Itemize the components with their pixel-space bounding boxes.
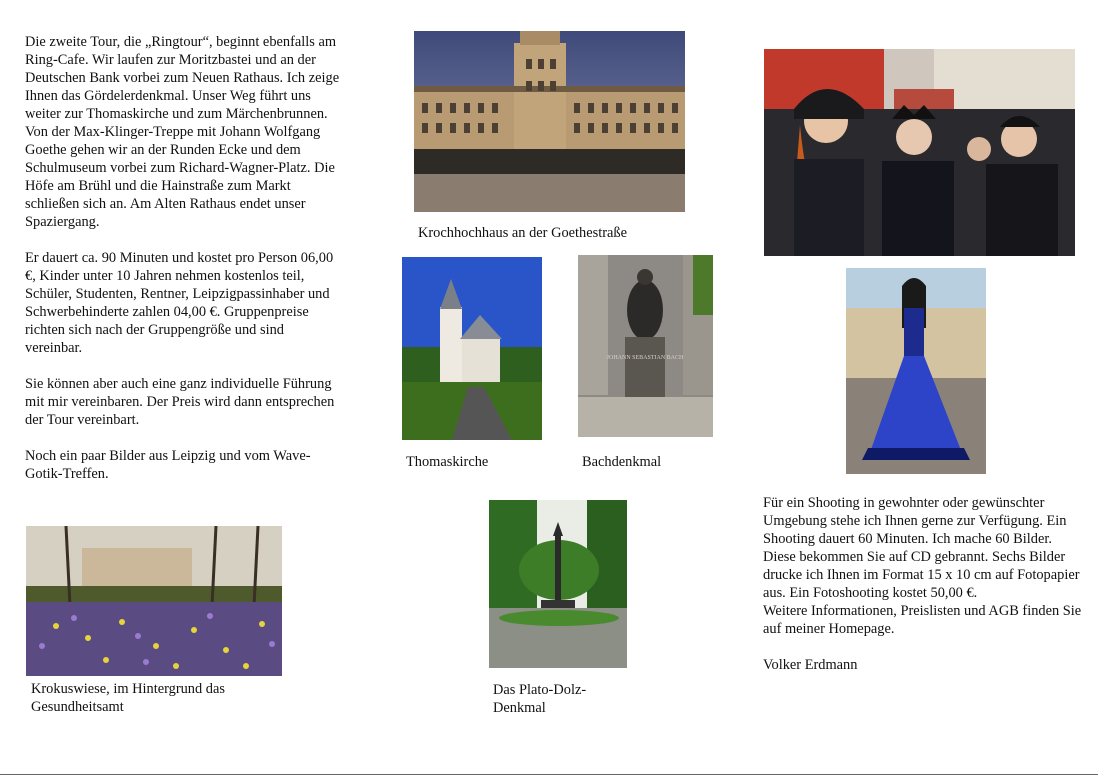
plato-dolz-photo: [489, 500, 627, 668]
tour-description-paragraph: Die zweite Tour, die „Ringtour“, beginnt ebenfalls am Ring-Cafe. Wir laufen zur Moritzbastei und an der Deutschen Bank vorbei zum Neuen Rathaus. Ich zeige Ihnen das Gördelerdenkmal. Unser Weg führt uns weiter zur Thomaskirche und zum Märchenbrunnen. Von der Max-Klinger-Treppe mit Johann Wolfgang Goethe gehen wir an der Runden Ecke und dem Schulmuseum vorbei zum Richard-Wagner-Platz. Die Höfe am Brühl und die Hainstraße zum Markt schließen sich an. Am Alten Rathaus endet unser Spaziergang.: [25, 34, 340, 230]
homepage-info-paragraph: Weitere Informationen, Preislisten und AGB finden Sie auf meiner Homepage.: [763, 603, 1082, 637]
bachdenkmal-caption: Bachdenkmal: [582, 454, 662, 470]
blue-dress-photo: [846, 268, 986, 474]
page-bottom-divider: [0, 774, 1098, 775]
individual-tour-paragraph: Sie können aber auch eine ganz individuelle Führung mit mir vereinbaren. Der Preis wird dann entsprechen der Tour vereinbart.: [25, 376, 335, 428]
bachdenkmal-photo: [578, 255, 713, 437]
right-text-column: [763, 494, 1083, 692]
price-paragraph: Er dauert ca. 90 Minuten und kostet pro Person 06,00 €, Kinder unter 10 Jahren nehmen kostenlos teil, Schüler, Studenten, Rentner, Leipzigpassinhaber und Schwerbehinderte zahlen 04,00 €. Gruppenpreise richten sich nach der Gruppengröße und sind vereinbar.: [25, 250, 334, 356]
author-name: Volker Erdmann: [763, 657, 858, 673]
krokuswiese-caption: Krokuswiese, im Hintergrund das Gesundheitsamt: [31, 681, 225, 715]
thomaskirche-photo: [402, 257, 542, 440]
krochhochhaus-caption: Krochhochhaus an der Goethestraße: [418, 225, 627, 241]
krokuswiese-photo: [26, 526, 282, 676]
shooting-description-paragraph: Für ein Shooting in gewohnter oder gewünschter Umgebung stehe ich Ihnen gerne zur Verfügung. Ein Shooting dauert 60 Minuten. Ich mache 60 Bilder. Diese bekommen Sie auf CD gebrannt. Sechs Bilder drucke ich Ihnen im Format 15 x 10 cm auf Fotopapier aus. Ein Fotoshooting kostet 50,00 €.: [763, 495, 1080, 601]
statue-plaque-text: JOHANN SEBASTIAN BACH: [606, 355, 684, 361]
plato-dolz-caption: Das Plato-Dolz-Denkmal: [493, 682, 587, 716]
thomaskirche-caption: Thomaskirche: [406, 454, 489, 470]
left-text-column: [25, 33, 340, 501]
pictures-intro-paragraph: Noch ein paar Bilder aus Leipzig und vom Wave-Gotik-Treffen.: [25, 448, 311, 482]
gothic-group-photo: [764, 49, 1075, 256]
krochhochhaus-photo: [414, 31, 685, 212]
